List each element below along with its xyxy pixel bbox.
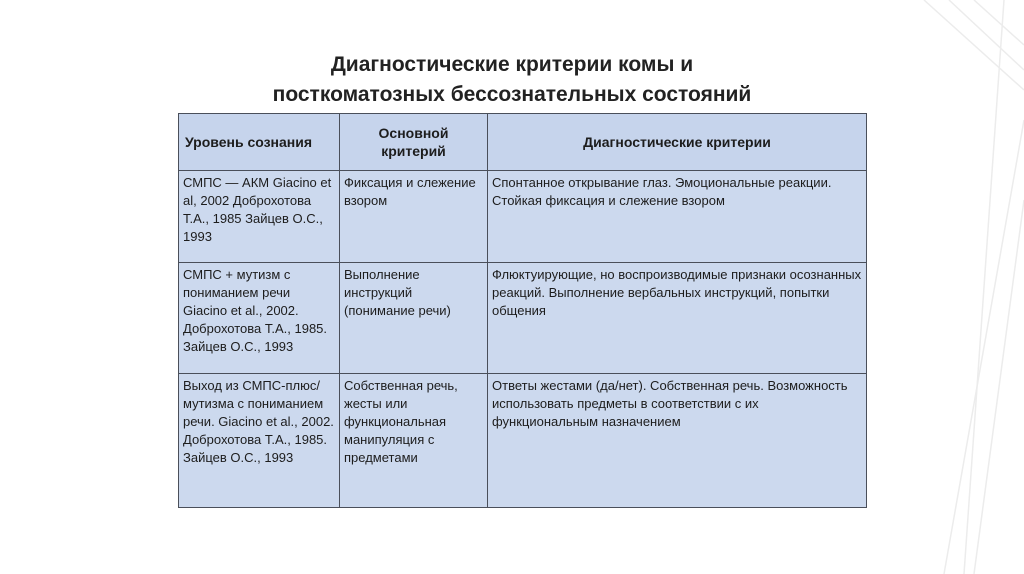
cell-diagnostic-criteria: Флюктуирующие, но воспроизводимые признаки осознанных реакций. Выполнение вербальных инструкций, попытки общения <box>488 263 867 374</box>
title-line-2: посткоматозных бессознательных состояний <box>272 83 752 106</box>
cell-level: СМПС + мутизм с пониманием речи Giacino et al., 2002. Доброхотова Т.А., 1985. Зайцев О.С., 1993 <box>179 263 340 374</box>
cell-diagnostic-criteria: Ответы жестами (да/нет). Собственная речь. Возможность использовать предметы в соответствии с их функциональным назначением <box>488 374 867 508</box>
title-line-1: Диагностические критерии комы и <box>330 53 694 76</box>
slide-title <box>0 50 1024 110</box>
criteria-table <box>178 113 867 508</box>
cell-main-criterion: Выполнение инструкций (понимание речи) <box>340 263 488 374</box>
cell-main-criterion: Собственная речь, жесты или функциональная манипуляция с предметами <box>340 374 488 508</box>
header-main-criterion: Основной критерий <box>340 114 488 171</box>
cell-main-criterion: Фиксация и слежение взором <box>340 171 488 263</box>
table-header-row <box>179 114 867 171</box>
table-row <box>179 374 867 508</box>
cell-level: Выход из СМПС-плюс/ мутизма с пониманием речи. Giacino et al., 2002. Доброхотова Т.А., 1985. Зайцев О.С., 1993 <box>179 374 340 508</box>
cell-level: СМПС — АКМ Giacino et al, 2002 Доброхотова Т.А., 1985 Зайцев О.С., 1993 <box>179 171 340 263</box>
table-row <box>179 171 867 263</box>
table-row <box>179 263 867 374</box>
header-level: Уровень сознания <box>179 114 340 171</box>
header-diagnostic-criteria: Диагностические критерии <box>488 114 867 171</box>
cell-diagnostic-criteria: Спонтанное открывание глаз. Эмоциональные реакции. Стойкая фиксация и слежение взором <box>488 171 867 263</box>
